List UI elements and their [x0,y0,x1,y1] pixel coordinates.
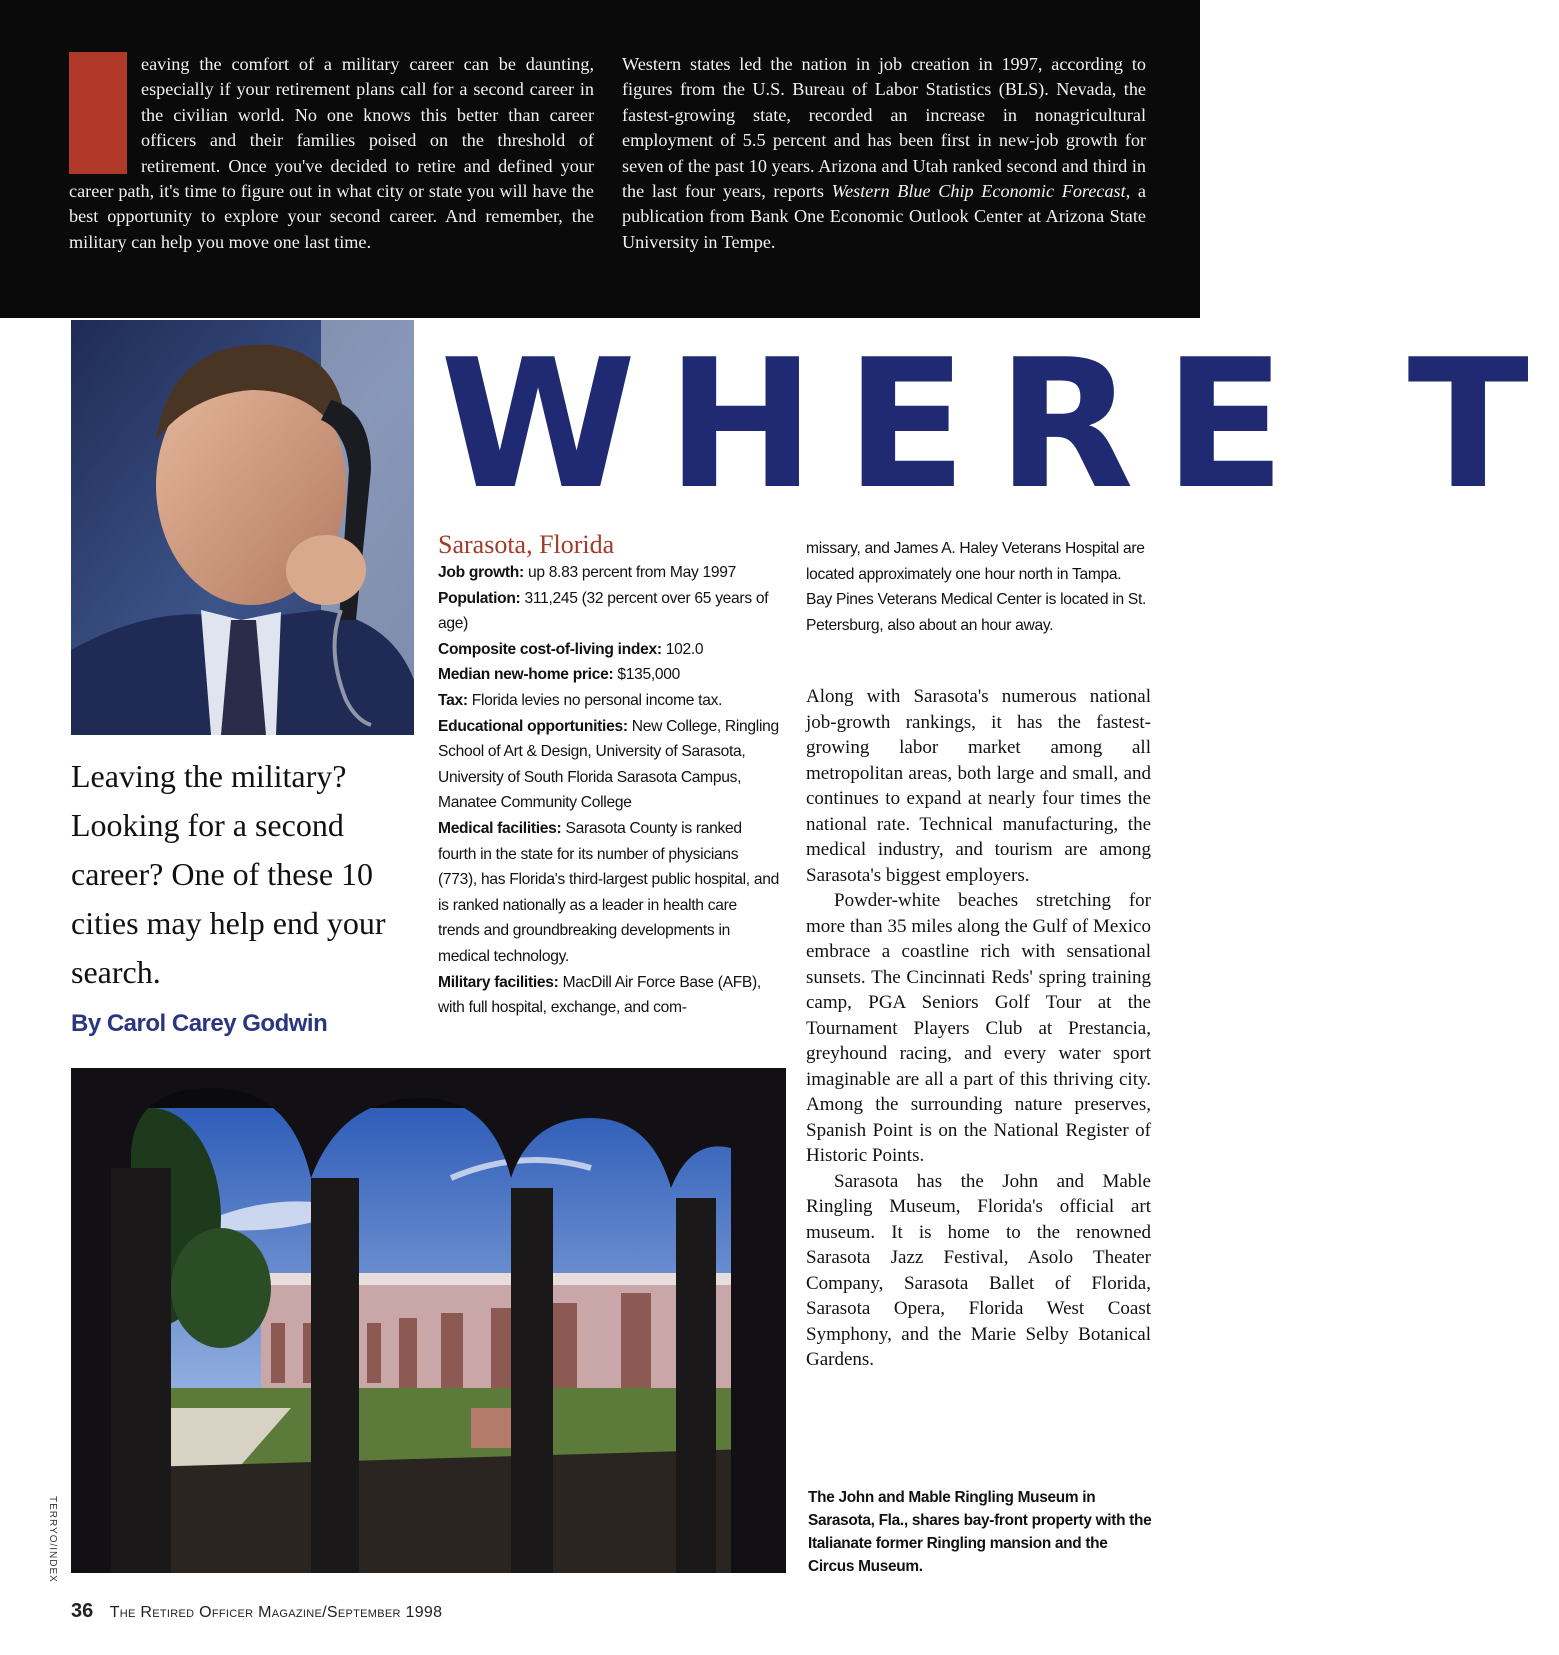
page-footer [71,1600,442,1623]
deck: Leaving the military? Looking for a second career? One of these 10 cities may help end your search. [71,758,386,990]
fact-item: Job growth: up 8.83 percent from May 1997 [438,564,736,581]
photo-man-on-phone [71,320,414,735]
byline: By Carol Carey Godwin [71,1010,328,1037]
intro-right-text-1: Western states led the nation in job creation in 1997, according to figures from the U.S. Bureau of Labor Statistics (BLS). Nevada, the fastest-growing state, recorded an increase in nonagricultural employment of 5.5 percent and has been first in new-job growth for seven of the past 10 years. Arizona and Utah ranked second and third in the last four years, reports [622,54,1146,202]
fact-item: Military facilities: MacDill Air Force Base (AFB), with full hospital, exchange, and com- [438,973,761,1017]
page-number: 36 [71,1600,94,1622]
fact-item: Medical facilities: Sarasota County is ranked fourth in the state for its number of physicians (773), has Florida's third-largest public hospital, and is ranked nationally as a leader in health care trends and groundbreaking developments in medical technology. [438,819,779,965]
photo-caption: The John and Mable Ringling Museum in Sarasota, Fla., shares bay-front property with the Italianate former Ringling mansion and the Circus Museum. [808,1489,1152,1575]
headline: WHERE T [440,321,1559,528]
dropcap: L [69,52,127,174]
photo-credit: TERRYO/INDEX [47,1496,58,1583]
intro-right-text-2: , a publication from Bank One Economic Outlook Center at Arizona State University in Tempe. [622,181,1147,252]
intro-right-column [622,52,1146,255]
fact-item: Composite cost-of-living index: 102.0 [438,640,704,658]
photo-ringling-museum [71,1068,786,1573]
fact-item: Educational opportunities: New College, Ringling School of Art & Design, University of Sarasota, University of South Florida Sarasota Campus, Manatee Community College [438,717,779,812]
body-paragraph: Along with Sarasota's numerous national job-growth rankings, it has the fastest-growing labor market among all metropolitan areas, both large and small, and continues to expand at nearly four times the national rate. Technical manufacturing, the medical industry, and tourism are among Sarasota's biggest employers. [806,686,1151,886]
city-name: Sarasota, Florida [438,530,615,559]
article-body [806,684,1151,1373]
body-paragraph: Powder-white beaches stretching for more than 35 miles along the Gulf of Mexico embrace a coastline rich with sensational sunsets. The Cincinnati Reds' spring training camp, PGA Seniors Golf Tour at the Tournament Players Club at Prestancia, greyhound racing, and every water sport imaginable are all a part of this thriving city. Among the surrounding nature preserves, Spanish Point is on the National Register of Historic Points. [806,890,1151,1166]
fact-item: Tax: Florida levies no personal income tax. [438,691,723,709]
intro-publication-title: Western Blue Chip Economic Forecast [831,181,1126,202]
intro-left-text: eaving the comfort of a military career can be daunting, especially if your retirement plans call for a second career in the civilian world. No one knows this better than career officers and their families poised on the threshold of retirement. Once you've decided to retire and defined your career path, it's time to figure out in what city or state you will have the best opportunity to explore your second career. And remember, the military can help you move one last time. [69,54,594,252]
body-paragraph: Sarasota has the John and Mable Ringling Museum, Florida's official art museum. It is home to the renowned Sarasota Jazz Festival, Asolo Theater Company, Sarasota Ballet of Florida, Sarasota Opera, Florida West Coast Symphony, and the Marie Selby Botanical Gardens. [806,1170,1151,1370]
city-facts [438,530,780,1021]
publication-name: The Retired Officer Magazine/September 1998 [109,1604,443,1621]
intro-band [0,0,1200,318]
facts-continued: missary, and James A. Haley Veterans Hospital are located approximately one hour north in Tampa. Bay Pines Veterans Medical Center is located in St. Petersburg, also about an hour away. [806,540,1147,634]
fact-item: Median new-home price: $135,000 [438,666,681,684]
intro-left-column [69,52,594,255]
fact-item: Population: 311,245 (32 percent over 65 years of age) [438,589,769,633]
